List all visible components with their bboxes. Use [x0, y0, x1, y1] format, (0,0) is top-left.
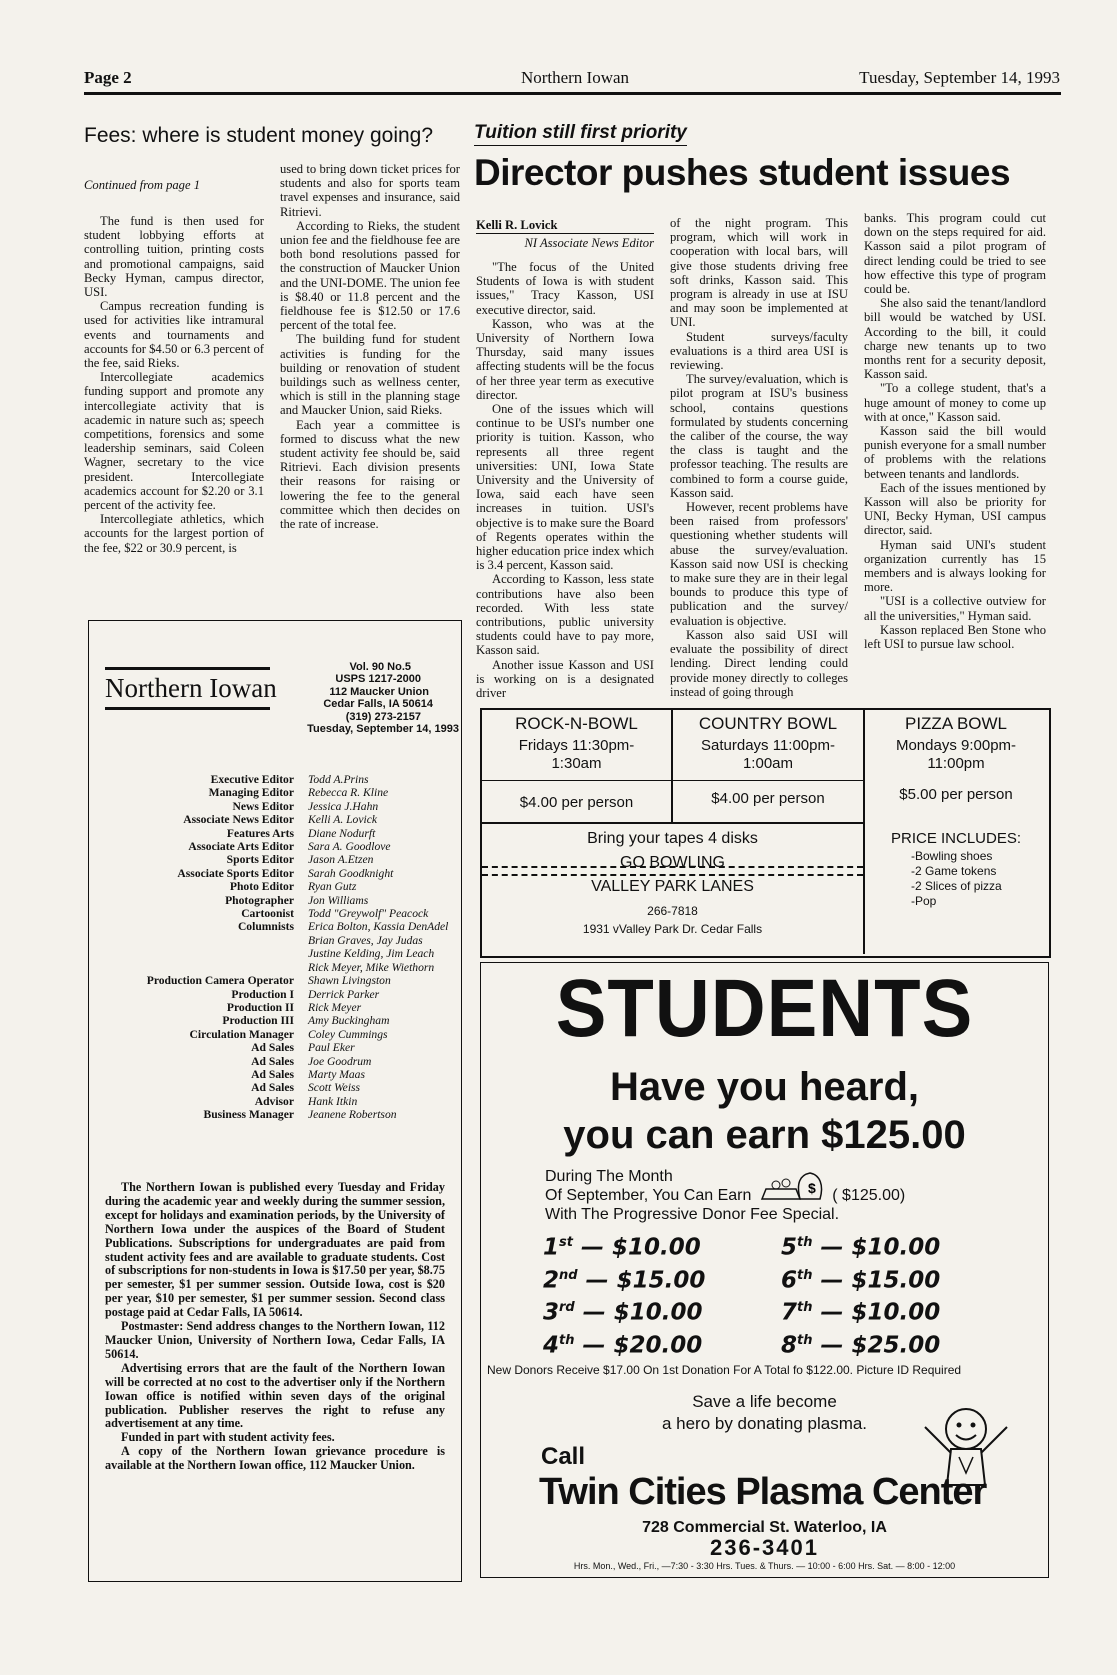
list-item: -Pop	[911, 894, 937, 908]
staff-row: Managing Editor Rebecca R. Kline	[208, 786, 389, 800]
page-number: Page 2	[84, 68, 132, 87]
staff-row: Production II Rick Meyer	[226, 1000, 362, 1014]
staff-row: Circulation Manager Coley Cummings	[189, 1027, 388, 1041]
staff-row: Features Arts Diane Nodurft	[226, 826, 376, 840]
fees-column-2	[280, 162, 460, 531]
ordinal-suffix: nd	[559, 1267, 578, 1283]
paragraph: banks. This program could cut down on the steps required for aid. Kasson said a pilot program of direct lending could be tried to see how effective this type of program could be.	[864, 211, 1046, 297]
staff-row: Production Camera Operator Shawn Livingston	[146, 974, 391, 988]
staff-row: Rick Meyer, Mike Wiethorn	[308, 960, 435, 974]
rock-price: $4.00 per person	[519, 794, 634, 811]
ordinal: 7	[781, 1299, 798, 1326]
paragraph: However, recent problems have been raised from professors' questioning whether students will abuse the survey/evaluation. Kasson said now USI is checking to make sure they are in their legal bounds to produce this type of publication and the survey/ evaluation is objective.	[670, 500, 848, 628]
paragraph: The survey/evaluation, which is pilot program at ISU's business school, contains questions formulated by students concerning the caliber of the course, the way the class is taught and the professor teaching. The results are combined to form a course guide, Kasson said.	[670, 372, 848, 500]
director-column-2	[670, 216, 848, 699]
paragraph: Student surveys/faculty evaluations is a third area USI is reviewing.	[670, 329, 848, 373]
paragraph: Intercollegiate academics funding support and promote any intercollegiate activity that is academic in nature such as; speech competitions, forensics and some leadership seminars, said Coleen Wagner, secretary to the vice president. Intercollegiate academics account for $2.20 or 3.1 percent of the activity fee.	[84, 370, 264, 513]
plasma-ad	[480, 962, 1049, 1578]
money-bag-icon	[756, 1179, 828, 1205]
paragraph: The building fund for student activities is funding for the building or renovation of student buildings such as wellness center, which is still in the planning stage and Maucker Union, said Rieks.	[280, 332, 460, 418]
staff-row: Associate News Editor Kelli A. Lovick	[183, 813, 378, 827]
schedule-left	[543, 1229, 705, 1360]
staff-row: Cartoonist Todd "Greywolf" Peacock	[241, 907, 429, 921]
students-headline: STUDENTS	[555, 962, 974, 1055]
ordinal-suffix: th	[559, 1332, 575, 1348]
paragraph: of the night program. This program, which will work in cooperation with local bars, will give those students driving free soft drinks, Kasson said. This program is already in use at ISU and may soon be implemented at UNI.	[670, 216, 848, 330]
masthead-info-line: (319) 273-2157	[345, 710, 421, 723]
notice-paragraph: Postmaster: Send address changes to the Northern Iowan, 112 Maucker Union, University of Northern Iowa, Cedar Falls, IA 50614.	[105, 1319, 445, 1361]
price-includes	[865, 830, 1047, 909]
venue-address: 1931 vValley Park Dr. Cedar Falls	[582, 922, 763, 936]
paragraph: Kasson replaced Ben Stone who left USI to pursue law school.	[864, 622, 1046, 652]
save-line: a hero by donating plasma.	[661, 1414, 868, 1433]
new-donors-line: New Donors Receive $17.00 On 1st Donation For A Total fo $122.00. Picture ID Required	[487, 1363, 962, 1377]
rock-title: ROCK-N-BOWL	[515, 714, 638, 733]
amount-text: ( $125.00)	[832, 1187, 906, 1204]
fees-column-1	[84, 214, 264, 555]
paragraph: Kasson said the bill would punish everyone for a small number of problems with the relations between tenants and landlords.	[864, 424, 1046, 481]
staff-row: Production I Derrick Parker	[231, 987, 380, 1001]
masthead-info-line: 112 Maucker Union	[329, 685, 429, 698]
list-item: -2 Game tokens	[911, 864, 997, 878]
country-title: COUNTRY BOWL	[698, 714, 838, 733]
staff-row: Ad Sales Paul Eker	[251, 1041, 355, 1055]
ad-divider	[482, 780, 863, 781]
paragraph: Hyman said UNI's student organization currently has 15 members and is always looking for more.	[864, 537, 1046, 595]
country-bowl	[673, 714, 863, 773]
staff-row: Production III Amy Buckingham	[222, 1014, 390, 1028]
pizza-times: Mondays 9:00pm- 11:00pm	[895, 737, 1017, 772]
masthead-info-line: Tuesday, September 14, 1993	[307, 723, 459, 736]
fees-continued: Continued from page 1	[84, 178, 201, 192]
staff-row: Columnists Erica Bolton, Kassia DenAdel	[237, 920, 449, 934]
ordinal: 5	[781, 1234, 798, 1261]
paragraph: Each year a committee is formed to discuss what the new student activity fee should be, said Ritrievi. Each division presents their reasons for raising or lowering the fee to the general committee which then decides on the rate of increase.	[280, 417, 460, 532]
masthead-info-line: USPS 1217-2000	[335, 673, 421, 686]
donor-amount: — $15.00	[585, 1267, 706, 1294]
ordinal-suffix: th	[797, 1300, 813, 1316]
staff-row: News Editor Jessica J.Hahn	[232, 799, 379, 813]
header-rule	[84, 92, 1061, 95]
go-bowling: GO BOWLING	[620, 854, 725, 871]
paragraph: According to Kasson, less state contributions have also been recorded. With less state contributions, public university students could have to pay more, Kasson said.	[476, 572, 654, 658]
list-item: -2 Slices of pizza	[911, 879, 1002, 893]
masthead-info	[269, 661, 459, 735]
ordinal: 1	[543, 1234, 560, 1261]
paragraph: She also said the tenant/landlord bill would be watched by USI. According to the bill, it could charge new tenants up to two months rent for a security deposit, Kasson said.	[864, 296, 1046, 382]
paragraph: Kasson also said USI will evaluate the possibility of direct lending. Direct lending could provide money directly to colleges instead of going through	[670, 627, 848, 699]
month-line: During The Month	[545, 1168, 673, 1185]
headline-line1: Have you heard,	[609, 1065, 919, 1109]
fees-headline: Fees: where is student money going?	[84, 124, 434, 147]
center-address: 728 Commercial St. Waterloo, IA	[642, 1519, 887, 1536]
country-times: Saturdays 11:00pm- 1:00am	[701, 737, 835, 772]
venue-name: VALLEY PARK LANES	[591, 878, 754, 895]
director-headline: Director pushes student issues	[474, 152, 1011, 193]
paragraph: The fund is then used for student lobbying efforts at controlling tuition, printing costs and promotional campaigns, said Becky Hyman, campus director, USI.	[84, 214, 264, 300]
staff-row: Business Manager Jeanene Robertson	[203, 1108, 397, 1122]
staff-row: Advisor Hank Itkin	[254, 1094, 358, 1108]
rock-n-bowl	[482, 714, 671, 773]
notice-paragraph: A copy of the Northern Iowan grievance procedure is available at the Northern Iowan office, 112 Maucker Union.	[105, 1444, 445, 1473]
byline: Kelli R. Lovick	[476, 218, 558, 232]
staff-row: Photo Editor Ryan Gutz	[229, 880, 357, 894]
staff-row: Photographer Jon Williams	[225, 893, 369, 907]
staff-row: Ad Sales Scott Weiss	[251, 1081, 361, 1095]
masthead-info-line: Vol. 90 No.5	[349, 661, 411, 673]
byline-title: NI Associate News Editor	[476, 233, 654, 251]
svg-text:$: $	[807, 1179, 816, 1196]
ordinal: 6	[781, 1267, 798, 1294]
ordinal: 2	[543, 1267, 560, 1294]
issue-date: Tuesday, September 14, 1993	[859, 68, 1060, 87]
pizza-title: PIZZA BOWL	[904, 714, 1008, 733]
includes-list	[865, 849, 1047, 909]
center-phone: 236-3401	[710, 1535, 819, 1560]
schedule-right	[781, 1229, 940, 1360]
donor-amount: — $15.00	[820, 1267, 941, 1294]
donor-amount: — $10.00	[820, 1299, 941, 1326]
director-column-1	[476, 260, 654, 700]
notice-paragraph: Funded in part with student activity fees.	[121, 1430, 335, 1445]
paragraph: Each of the issues mentioned by Kasson will also be priority for UNI, Becky Hyman, USI campus director, said.	[864, 480, 1046, 538]
call-label: Call	[541, 1443, 586, 1470]
paragraph: According to Rieks, the student union fee and the fieldhouse fee are both bond resolutions passed for the construction of Maucker Union and the UNI-DOME. The union fee is $8.40 or 11.8 percent and the fieldhouse fee is $12.50 or 17.6 percent of the total fee.	[280, 218, 460, 333]
donor-amount: — $10.00	[820, 1234, 941, 1261]
masthead-name: Northern Iowan	[105, 673, 277, 703]
rock-times: Fridays 11:30pm- 1:30am	[518, 737, 635, 772]
staff-row: Executive Editor Todd A.Prins	[210, 773, 369, 786]
pizza-price: $5.00 per person	[899, 786, 1013, 803]
paragraph: "USI is a collective outview for all the universities," Hyman said.	[864, 594, 1046, 623]
ordinal-suffix: th	[797, 1332, 813, 1348]
paragraph: Intercollegiate athletics, which accounts for the largest portion of the fee, $22 or 30.9 percent, is	[84, 512, 264, 555]
venue-phone: 266-7818	[647, 904, 698, 918]
staff-row: Ad Sales Joe Goodrum	[251, 1054, 372, 1068]
ordinal-suffix: th	[797, 1267, 813, 1283]
masthead-box	[88, 620, 462, 1582]
center-hours: Hrs. Mon., Wed., Fri., —7:30 - 3:30 Hrs. Tues. & Thurs. — 10:00 - 6:00 Hrs. Sat. — 8:00 - 12:00	[573, 1561, 956, 1571]
staff-row: Associate Arts Editor Sara A. Goodlove	[188, 840, 391, 854]
list-item: -Bowling shoes	[911, 849, 993, 863]
includes-title: PRICE INCLUDES:	[890, 830, 1022, 847]
staff-row: Justine Kelding, Jim Leach	[308, 947, 435, 961]
ad-divider	[482, 822, 863, 824]
ordinal-suffix: rd	[559, 1300, 575, 1316]
dashed-rule	[482, 874, 863, 876]
donor-amount: — $25.00	[820, 1332, 941, 1359]
headline-line2: you can earn $125.00	[563, 1113, 966, 1157]
country-price: $4.00 per person	[711, 790, 825, 807]
paragraph: "To a college student, that's a huge amount of money to come up with at once," Kasson said.	[864, 381, 1046, 424]
staff-row: Brian Graves, Jay Judas	[308, 933, 423, 947]
month-text	[545, 1167, 905, 1224]
paragraph: One of the issues which will continue to be USI's number one priority is tuition. Kasson, who represents all three regent universities: UNI, Iowa State University and the University of Iowa, said each have seen increases in tuition. USI's objective is to make sure the Board of Regents operates within the higher education price index which is 3.4 percent, Kasson said.	[476, 402, 654, 573]
paragraph: Kasson, who was at the University of Northern Iowa Thursday, said many issues affecting students will be the focus of her three year term as executive director.	[476, 316, 654, 402]
masthead-rule	[105, 707, 270, 710]
staff-row: Associate Sports Editor Sarah Goodknight	[177, 866, 394, 880]
staff-list	[89, 773, 461, 1122]
ordinal: 8	[781, 1332, 798, 1359]
donor-amount: — $10.00	[580, 1234, 701, 1261]
staff-row: Ad Sales Marty Maas	[251, 1067, 365, 1081]
month-line: With The Progressive Donor Fee Special.	[545, 1206, 840, 1223]
ordinal: 3	[543, 1299, 560, 1326]
ordinal-suffix: th	[797, 1235, 813, 1250]
notice-paragraph: Advertising errors that are the fault of the Northern Iowan will be corrected at no cost to the advertiser only if the Northern Iowan office is notified within seven days of the original publication. Publisher reserves the right to refuse any advertisement at any time.	[105, 1360, 445, 1431]
paragraph: Campus recreation funding is used for activities like intramural events and tournaments and accounts for $4.50 or 6.3 percent of the fee, said Rieks.	[84, 299, 264, 371]
director-column-3	[864, 211, 1046, 651]
paragraph: "The focus of the United Students of Iowa is with student issues," Tracy Kasson, USI executive director, said.	[476, 260, 654, 317]
paragraph: Another issue Kasson and USI is working on is a designated driver	[476, 657, 654, 701]
center-name: Twin Cities Plasma Center	[539, 1471, 987, 1513]
save-line: Save a life become	[692, 1392, 837, 1411]
paper-name: Northern Iowan	[520, 68, 630, 87]
pizza-bowl	[865, 714, 1047, 773]
notice-paragraph: The Northern Iowan is published every Tuesday and Friday during the academic year and weekly during the summer session, except for holidays and examination periods, by the University of Northern Iowa under the auspices of the Board of Student Publications. Subscriptions for undergraduates are paid from student activity fees and are available to graduate students. Cost of subscriptions for non-students in Iowa is $17.50 per year, $8.75 per semester, $1 per summer session. Outside Iowa, cost is $20 per year, $10 per semester, $1 per summer session. Second class postage paid at Cedar Falls, IA 50614.	[105, 1180, 445, 1320]
tapes-line: Bring your tapes 4 disks	[587, 830, 758, 847]
staff-row: Sports Editor Jason A.Etzen	[226, 853, 374, 867]
donor-amount: — $10.00	[582, 1299, 703, 1326]
ordinal: 4	[543, 1332, 560, 1359]
director-kicker: Tuition still first priority	[474, 122, 687, 146]
publication-notice	[105, 1181, 445, 1473]
donor-amount: — $20.00	[582, 1332, 703, 1359]
masthead-rule	[105, 667, 270, 670]
paragraph: used to bring down ticket prices for students and also for sports team travel expenses and insurance, said Ritrievi.	[280, 162, 460, 219]
month-line: Of September, You Can Earn	[545, 1187, 752, 1204]
ordinal-suffix: st	[559, 1235, 573, 1250]
bowling-ad	[480, 708, 1051, 958]
masthead-info-line: Cedar Falls, IA 50614	[323, 698, 433, 711]
